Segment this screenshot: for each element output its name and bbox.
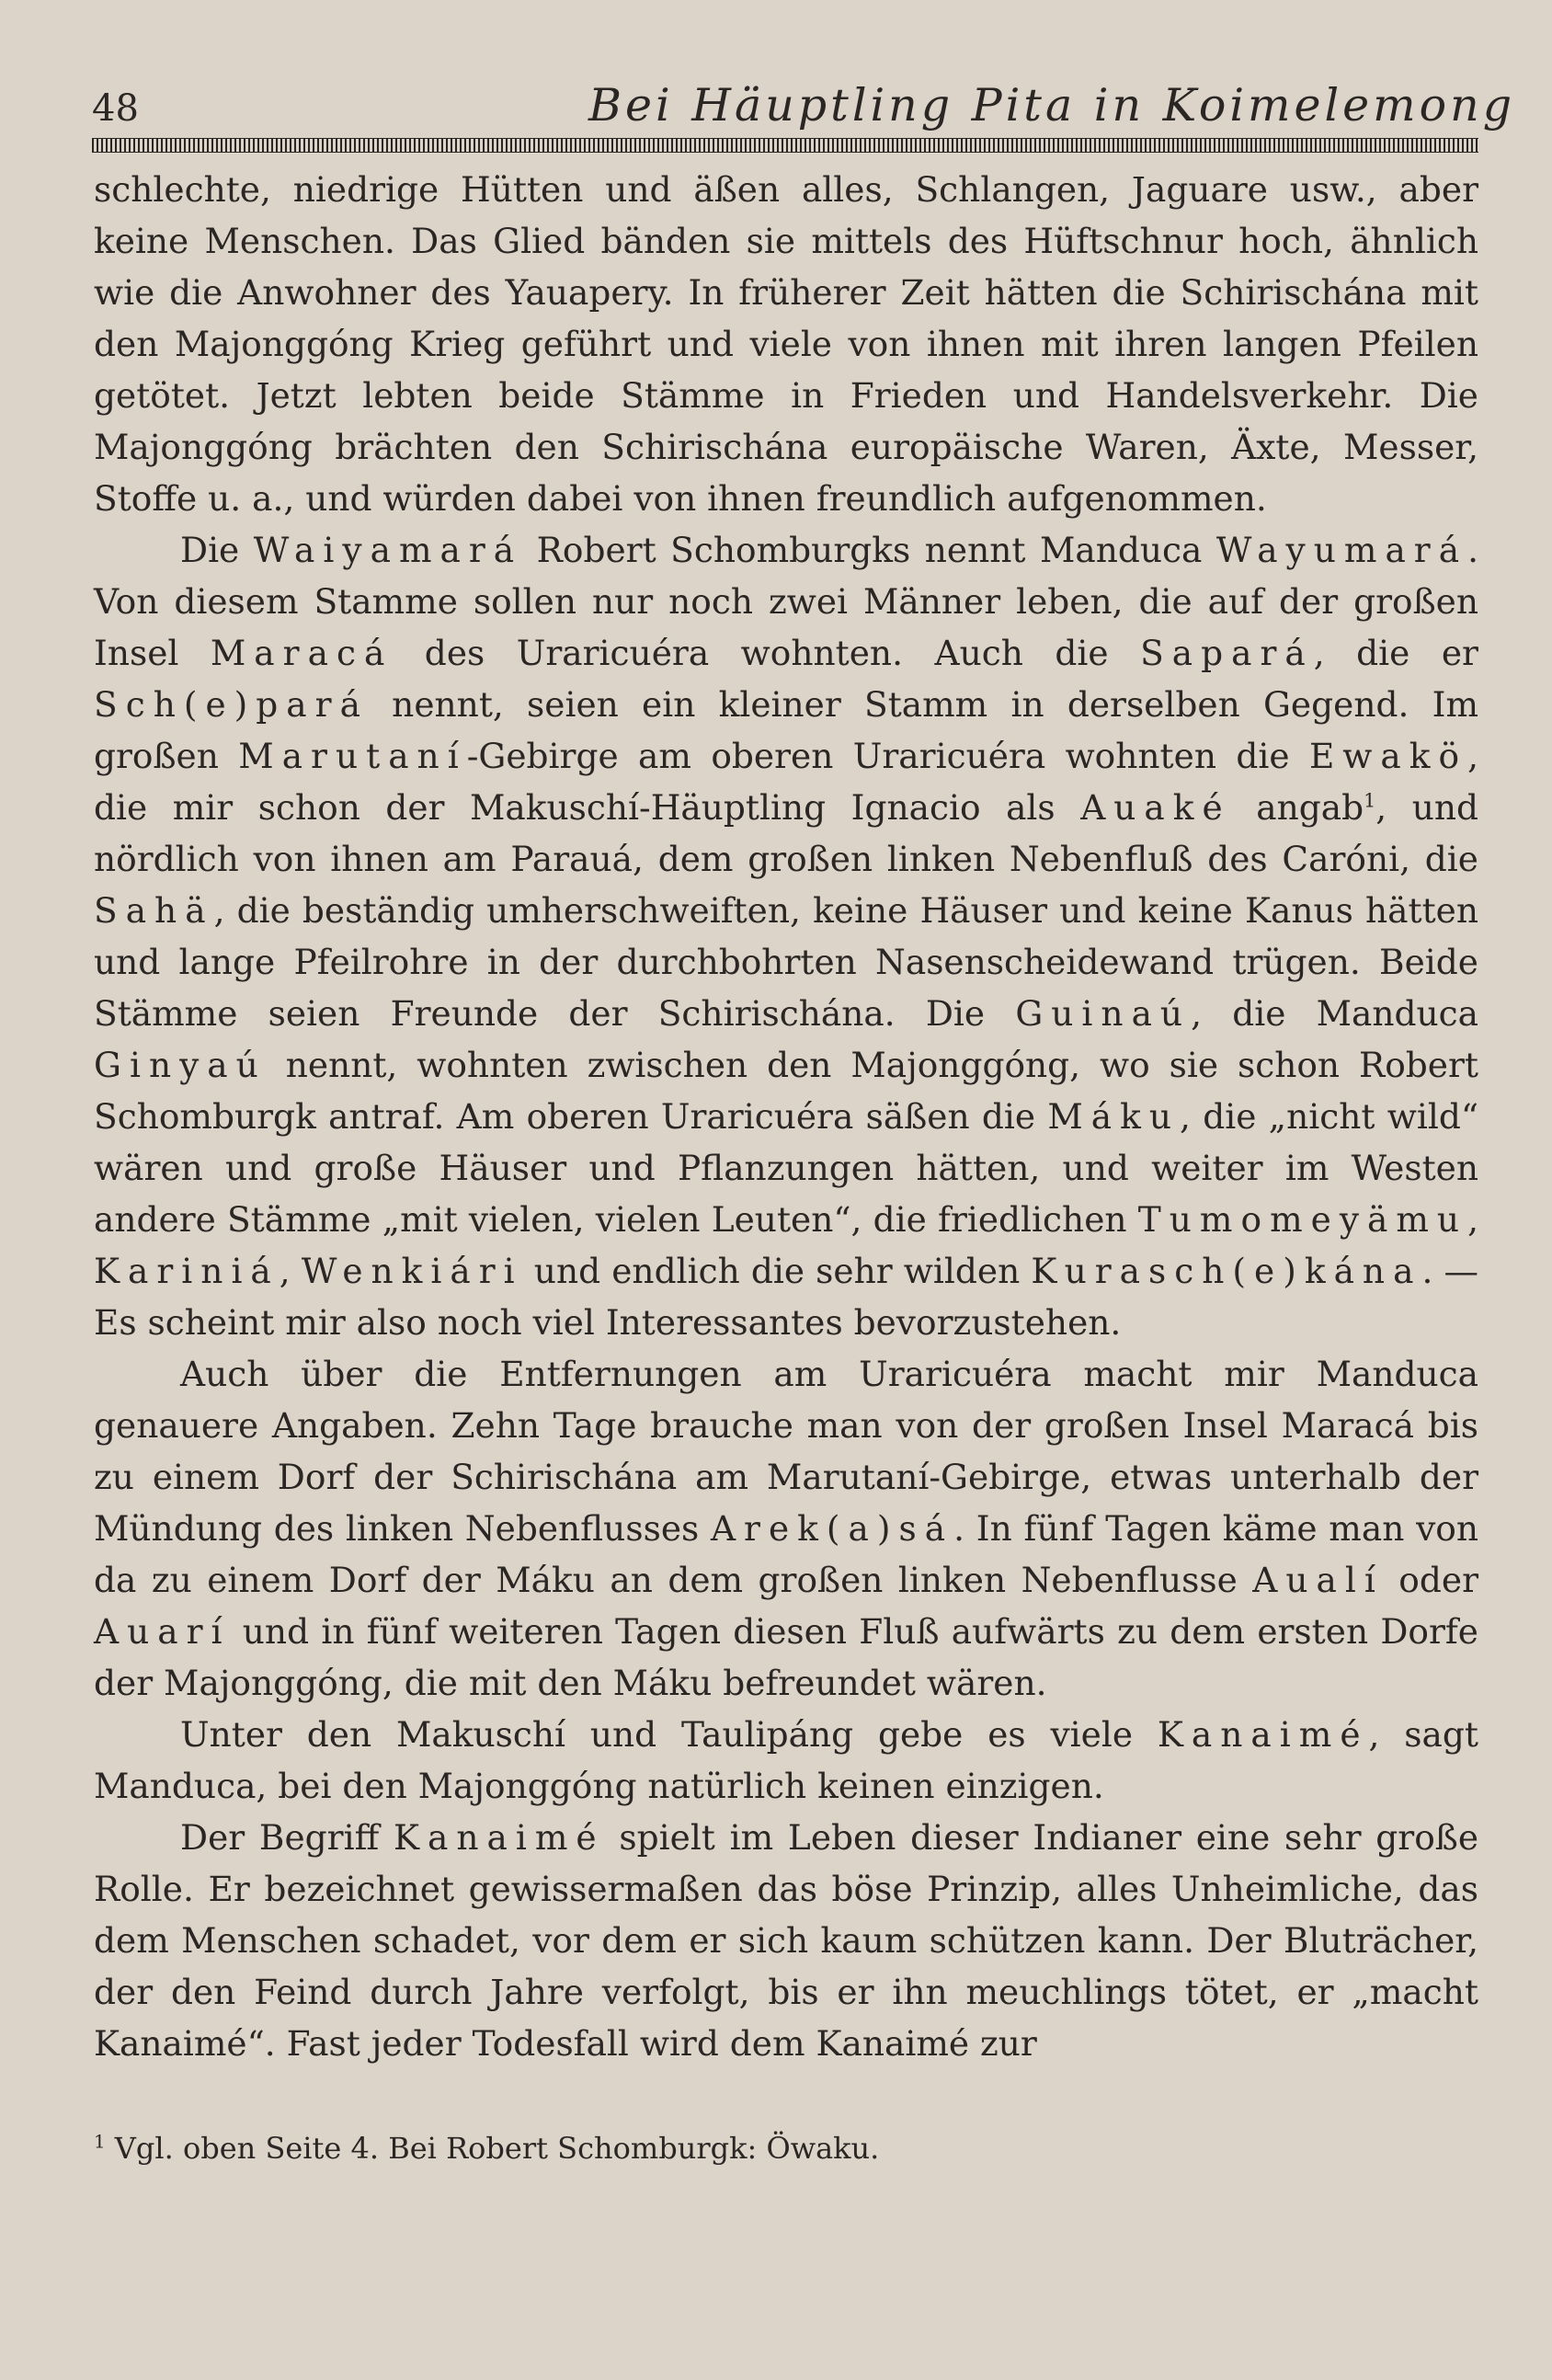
header-rule [92,138,1478,153]
paragraph [94,524,1478,1348]
paragraph [94,1348,1478,1709]
text-run: , die Manduca [1191,993,1478,1034]
text-run: . In fünf Tagen käme man von da zu einem Dorf der Máku an dem großen linken Nebenflusse [94,1508,1478,1600]
spaced-name: Maracá [210,633,394,673]
text-run: angab [1230,787,1364,828]
text-run: Robert Schomburgks nennt Manduca [522,530,1216,570]
spaced-name: Kanaimé [394,1817,605,1858]
text-run: , die beständig umherschweiften, keine Häuser und keine Kanus hätten und lange Pfeilrohre in der durchbohrten Nasenscheidewand trügen. Beide Stämme seien Freunde der Schirischána. Die [94,890,1478,1034]
spaced-name: Marutaní [238,736,467,776]
text-run: nennt, seien ein kleiner Stamm in derselben Gegend. Im großen [94,684,1478,776]
text-run: -Gebirge am oberen Uraricuéra wohnten die [466,736,1309,776]
spaced-name: Tumomeyämu [1137,1199,1468,1240]
spaced-name: Auarí [94,1611,231,1652]
paragraph [94,1709,1478,1812]
spaced-name: Ewakö [1308,736,1468,776]
spaced-name: Aualí [1252,1560,1384,1600]
text-run: , [1467,1199,1478,1240]
spaced-name: Sapará [1140,633,1314,673]
spaced-name: Arek(a)sá [710,1508,954,1549]
spaced-name: Sch(e)pará [94,684,369,725]
text-run: schlechte, niedrige Hütten und äßen alles, Schlangen, Jaguare usw., aber keine Menschen. Das Glied bänden sie mittels des Hüftschnur hoch, ähnlich wie die Anwohner des Yauapery. In früherer Zeit hätten die Schirischána mit den Majonggóng Krieg geführt und viele von ihnen mit ihren langen Pfeilen getötet. Jetzt lebten beide Stämme in Frieden und Handelsverkehr. Die Majonggóng brächten den Schirischána europäische Waren, Äxte, Messer, Stoffe u. a., und würden dabei von ihnen freundlich aufgenommen. [94,169,1478,519]
spaced-name: Sahä [94,890,214,931]
spaced-name: Kurasch(e)kána [1031,1251,1422,1291]
text-run: nennt, wohnten zwischen den Majonggóng, wo sie schon Robert Schomburgk antraf. Am oberen Uraricuéra säßen die [94,1045,1478,1137]
text-run: Auch über die Entfernungen am Uraricuéra macht mir Manduca genauere Angaben. Zehn Tage brauche man von der großen Insel Maracá bis zu einem Dorf der Schirischána am Marutaní-Gebirge, etwas unterhalb der Mündung des linken Nebenflusses [94,1354,1478,1549]
paragraph [94,1812,1478,2069]
body-text [94,164,1478,2069]
page-number: 48 [92,87,139,130]
text-run: , und nördlich von ihnen am Parauá, dem großen linken Nebenfluß des Caróni, die [94,787,1479,879]
text-run: . Von diesem Stamme sollen nur noch zwei Männer leben, die auf der großen Insel [94,530,1479,673]
text-run: Der Begriff [180,1817,394,1858]
text-run: Unter den Makuschí und Taulipáng gebe es viele [180,1714,1158,1755]
paragraph [94,164,1478,524]
running-title: Bei Häuptling Pita in Koimelemong [588,79,1516,132]
spaced-name: Auaké [1080,787,1231,828]
footnote [94,2128,1478,2168]
text-run: oder [1383,1560,1478,1600]
text-run: , sagt Manduca, bei den Majonggóng natürlich keinen einzigen. [94,1714,1478,1806]
text-run: , die „nicht wild“ wären und große Häuser und Pflanzungen hätten, und weiter im Westen andere Stämme „mit vielen, vielen Leuten“, die friedlichen [94,1096,1478,1240]
text-run: des Uraricuéra wohnten. Auch die [393,633,1141,673]
text-run: . — Es scheint mir also noch viel Interessantes bevorzustehen. [94,1251,1478,1343]
text-run: , [279,1251,302,1291]
footnote-marker: 1 [94,2131,106,2153]
spaced-name: Ginyaú [94,1045,267,1085]
spaced-name: Guinaú [1015,993,1192,1034]
spaced-name: Wenkiári [301,1251,523,1291]
text-run: Die [180,530,254,570]
spaced-name: Wayumará [1215,530,1468,570]
text-run: , die mir schon der Makuschí-Häuptling Ignacio als [94,736,1478,828]
spaced-name: Kariniá [94,1251,280,1291]
text-run: und endlich die sehr wilden [522,1251,1032,1291]
spaced-name: Kanaimé [1157,1714,1369,1755]
footnote-text: Vgl. oben Seite 4. Bei Robert Schomburgk: Öwaku. [105,2131,880,2166]
text-run: , die er [1313,633,1478,673]
spaced-name: Waiyamará [253,530,523,570]
footnote-reference: 1 [1364,789,1376,812]
text-run: und in fünf weiteren Tagen diesen Fluß aufwärts zu dem ersten Dorfe der Majonggóng, die mit den Máku befreundet wären. [94,1611,1478,1703]
spaced-name: Máku [1047,1096,1180,1137]
text-run: spielt im Leben dieser Indianer eine sehr große Rolle. Er bezeichnet gewissermaßen das böse Prinzip, alles Unheimliche, das dem Menschen schadet, vor dem er sich kaum schützen kann. Der Bluträcher, der den Feind durch Jahre verfolgt, bis er ihn meuchlings tötet, er „macht Kanaimé“. Fast jeder Todesfall wird dem Kanaimé zur [94,1817,1479,2064]
